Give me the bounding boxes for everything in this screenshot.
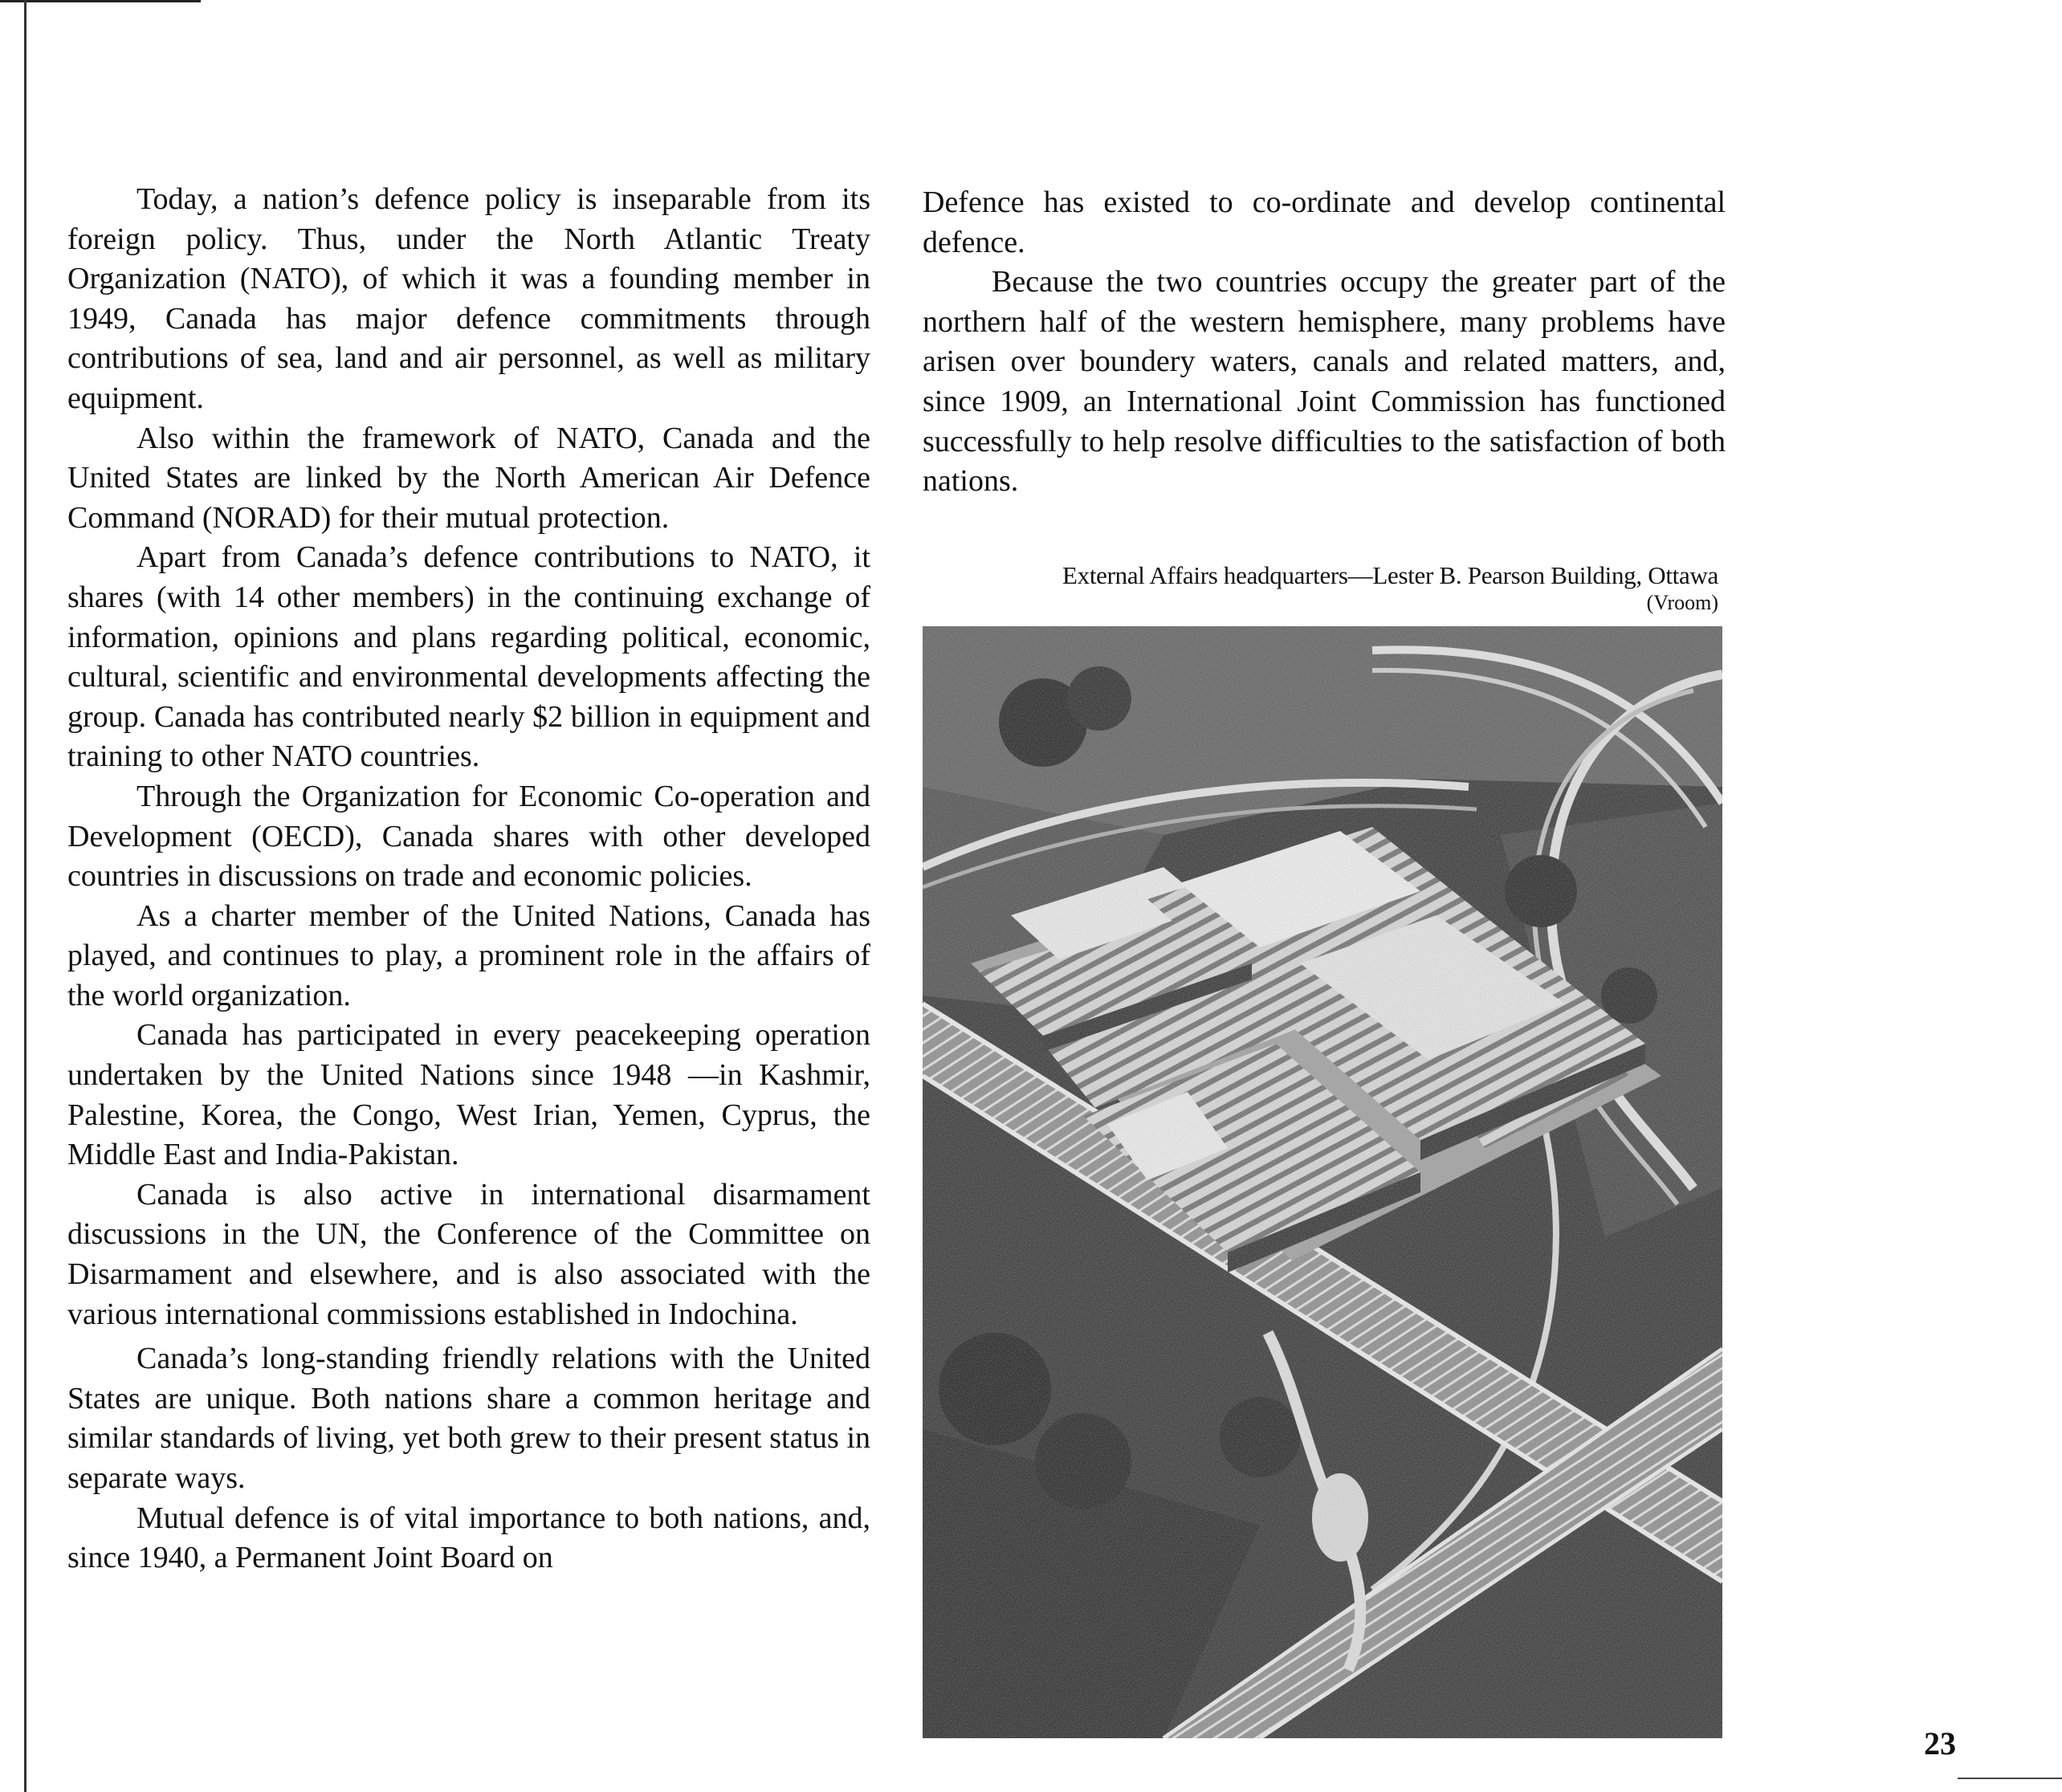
aerial-photo-building: [923, 626, 1722, 1738]
crop-mark-top: [0, 0, 201, 2]
paragraph: Today, a nation’s defence policy is inseparable from its foreign policy. Thus, under the North Atlantic Treaty Organization (NATO), of which it was a founding member in 1949, Canada has major defence commitments through contributions of sea, land and air personnel, as well as military equipment.: [67, 182, 870, 415]
paragraph: Canada’s long-standing friendly relations with the United States are unique. Both nations share a common heritage and similar standards of living, yet both grew to their present status in separate ways.: [67, 1342, 870, 1495]
photo-caption: [920, 560, 1718, 615]
photo-credit: (Vroom): [1646, 591, 1718, 614]
paragraph: Apart from Canada’s defence contributions to NATO, it shares (with 14 other members) in the continuing exchange of information, opinions and plans regarding political, economic, cultural, scientific and environmental developments affecting the group. Canada has contributed nearly $2 billion in equipment and training to other NATO countries.: [67, 540, 870, 774]
paragraph: Through the Organization for Economic Co-operation and Development (OECD), Canada shares with other developed countries in discussions on trade and economic policies.: [67, 779, 870, 894]
paragraph: Also within the framework of NATO, Canada and the United States are linked by the North American Air Defence Command (NORAD) for their mutual protection.: [67, 421, 870, 535]
paragraph: Defence has existed to co-ordinate and develop continental defence.: [923, 185, 1726, 259]
caption-text: External Affairs headquarters—Lester B. Pearson Building, Ottawa: [1062, 561, 1718, 589]
crop-mark-bottom: [1958, 1778, 2062, 1779]
crop-mark-left: [24, 0, 26, 1792]
left-column: [67, 180, 870, 1578]
paragraph: Canada has participated in every peacekeeping operation undertaken by the United Nations since 1948 —in Kashmir, Palestine, Korea, the Congo, West Irian, Yemen, Cyprus, the Middle East and India-Pakistan.: [67, 1018, 870, 1172]
page-number: 23: [1924, 1725, 1956, 1761]
paragraph: Because the two countries occupy the greater part of the northern half of the western hemisphere, many problems have arisen over boundery waters, canals and related matters, and, since 1909, an International Joint Commission has functioned successfully to help resolve difficulties to the satisfaction of both nations.: [923, 265, 1726, 499]
right-column: [923, 183, 1726, 502]
paragraph: As a charter member of the United Nations, Canada has played, and continues to play, a prominent role in the affairs of the world organization.: [67, 898, 870, 1012]
paragraph: Mutual defence is of vital importance to both nations, and, since 1940, a Permanent Joint Board on: [67, 1501, 870, 1575]
paragraph: Canada is also active in international disarmament discussions in the UN, the Conference of the Committee on Disarmament and elsewhere, and is also associated with the various international commissions established in Indochina.: [67, 1177, 870, 1331]
